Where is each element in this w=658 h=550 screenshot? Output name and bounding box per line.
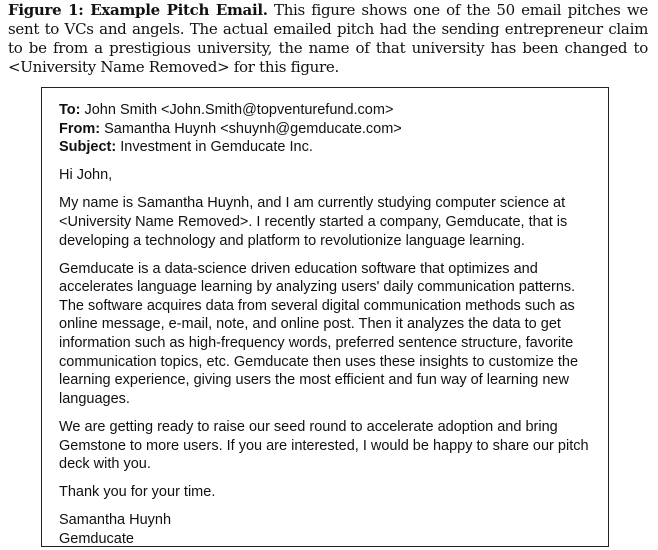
email-signature-company: Gemducate xyxy=(59,530,134,547)
email-paragraph-ask: We are getting ready to raise our seed round to accelerate adoption and bring Gemstone to more users. If you are interested, I would be happy to share our pitch deck with you. xyxy=(59,418,589,473)
figure-caption-lead: Figure 1: Example Pitch Email. xyxy=(8,1,268,19)
email-from-label: From: xyxy=(59,120,101,137)
email-paragraph-product: Gemducate is a data-science driven education software that optimizes and accelerates language learning by analyzing users' daily communication patterns. The software acquires data from several digital communication methods such as online message, e-mail, note, and online post. Then it analyzes the data to get information such as high-frequency words, preferred sentence structure, favorite communication topics, etc. Gemducate then uses these insights to customize the learning experience, giving users the most efficient and fun way of learning new languages. xyxy=(59,260,579,407)
email-subject-line xyxy=(59,138,594,157)
email-pitch-box xyxy=(41,87,609,547)
figure-caption-text: This figure shows one of the 50 email pitches we sent to VCs and angels. The actual emailed pitch had the sending entrepreneur claim to be from a prestigious university, the name of that university has been changed to <University Name Removed> for this figure. xyxy=(8,1,648,76)
email-from-line xyxy=(59,120,594,139)
email-to-line xyxy=(59,101,594,120)
email-subject-value: Investment in Gemducate Inc. xyxy=(116,139,313,156)
email-subject-label: Subject: xyxy=(59,139,117,156)
figure-caption xyxy=(8,1,648,77)
email-closing: Thank you for your time. xyxy=(59,484,216,501)
email-to-label: To: xyxy=(59,102,81,118)
email-to-value: John Smith <John.Smith@topventurefund.com> xyxy=(80,102,394,118)
email-greeting: Hi John, xyxy=(59,167,113,184)
email-signature-name: Samantha Huynh xyxy=(59,512,172,529)
email-from-value: Samantha Huynh <shuynh@gemducate.com> xyxy=(100,120,402,137)
email-paragraph-intro: My name is Samantha Huynh, and I am currently studying computer science at <University Name Removed>. I recently started a company, Gemducate, that is developing a technology and platform to revolutionize language learning. xyxy=(59,195,568,249)
